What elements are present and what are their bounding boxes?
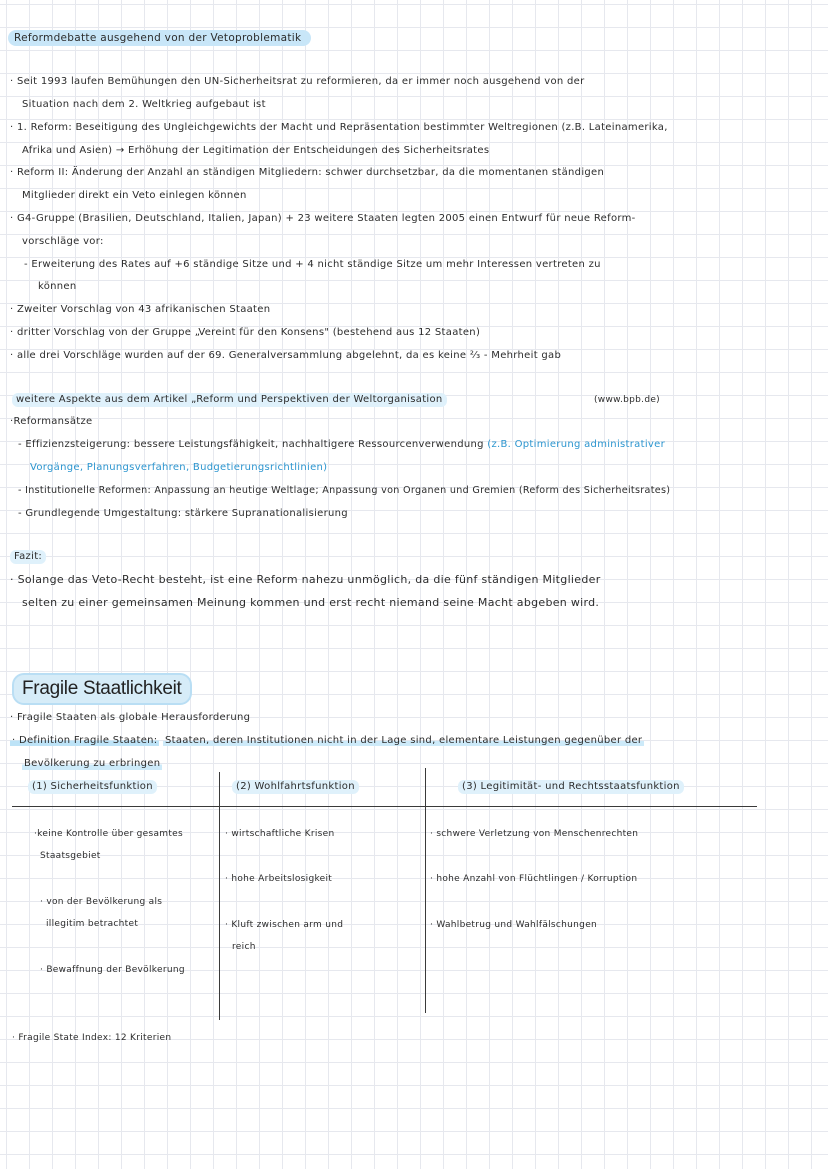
reform-line-4: Afrika und Asien) → Erhöhung der Legitimation der Entscheidungen des Sicherheitsrates xyxy=(22,145,490,156)
table-divider-1 xyxy=(219,772,220,1020)
legitimacy-item-human-rights: · schwere Verletzung von Menschenrechten xyxy=(430,829,639,839)
reform-line-3: · 1. Reform: Beseitigung des Ungleichgewichts der Macht und Repräsentation bestimmter Weltregionen (z.B. Lateinamerika, xyxy=(10,122,668,133)
fragile-definition xyxy=(10,735,644,747)
welfare-item-unemployment: · hohe Arbeitslosigkeit xyxy=(225,874,333,884)
aspects-title: weitere Aspekte aus dem Artikel „Reform und Perspektiven der Weltorganisation xyxy=(12,393,447,407)
reform-line-5: · Reform II: Änderung der Anzahl an ständigen Mitgliedern: schwer durchsetzbar, da die momentanen ständigen xyxy=(10,167,605,178)
aspects-restructuring: - Grundlegende Umgestaltung: stärkere Supranationalisierung xyxy=(18,508,348,519)
reform-line-11: · Zweiter Vorschlag von 43 afrikanischen Staaten xyxy=(10,304,271,315)
security-item-illegitimate: · von der Bevölkerung als xyxy=(40,897,163,907)
table-header-rule xyxy=(12,806,757,807)
welfare-item-gap: · Kluft zwischen arm und xyxy=(225,920,344,930)
reform-line-13: · alle drei Vorschläge wurden auf der 69. Generalversammlung abgelehnt, da es keine ²⁄₃ - Mehrheit gab xyxy=(10,350,562,361)
fragile-title: Fragile Staatlichkeit xyxy=(12,673,192,705)
fragile-state-index: · Fragile State Index: 12 Kriterien xyxy=(12,1033,172,1043)
fazit-line-2: selten zu einer gemeinsamen Meinung kommen und erst recht niemand seine Macht abgeben wird. xyxy=(22,596,600,609)
security-item-illegitimate-2: illegitim betrachtet xyxy=(46,919,139,929)
aspects-subtitle: ·Reformansätze xyxy=(10,416,93,427)
fazit-label: Fazit: xyxy=(10,550,46,564)
aspects-efficiency-example: (z.B. Optimierung administrativer xyxy=(487,439,665,450)
aspects-source: (www.bpb.de) xyxy=(594,395,660,405)
fragile-line-1: · Fragile Staaten als globale Herausforderung xyxy=(10,712,251,723)
legitimacy-item-election-fraud: · Wahlbetrug und Wahlfälschungen xyxy=(430,920,598,930)
section-title-reform: Reformdebatte ausgehend von der Vetoproblematik xyxy=(8,30,311,46)
reform-line-8: vorschläge vor: xyxy=(22,236,104,247)
legitimacy-item-refugees: · hohe Anzahl von Flüchtlingen / Korruption xyxy=(430,874,638,884)
col1-heading: (1) Sicherheitsfunktion xyxy=(28,780,157,794)
aspects-efficiency-main: - Effizienzsteigerung: bessere Leistungsfähigkeit, nachhaltigere Ressourcenverwendung xyxy=(18,439,484,450)
fazit-line-1: · Solange das Veto-Recht besteht, ist eine Reform nahezu unmöglich, da die fünf ständigen Mitglieder xyxy=(10,573,601,586)
reform-line-7: · G4-Gruppe (Brasilien, Deutschland, Italien, Japan) + 23 weitere Staaten legten 2005 einen Entwurf für neue Reform- xyxy=(10,213,636,224)
col2-heading: (2) Wohlfahrtsfunktion xyxy=(232,780,359,794)
welfare-item-gap-2: reich xyxy=(232,942,256,952)
fragile-definition-text-2: Bevölkerung zu erbringen xyxy=(24,758,161,769)
reform-line-12: · dritter Vorschlag von der Gruppe „Vereint für den Konsens" (bestehend aus 12 Staaten) xyxy=(10,327,481,338)
security-item-armament: · Bewaffnung der Bevölkerung xyxy=(40,965,185,975)
col3-heading: (3) Legitimität- und Rechtsstaatsfunktion xyxy=(458,780,684,794)
fragile-definition-label: · Definition Fragile Staaten: xyxy=(12,735,158,746)
aspects-efficiency xyxy=(18,439,665,451)
reform-line-1: · Seit 1993 laufen Bemühungen den UN-Sicherheitsrat zu reformieren, da er immer noch ausgehend von der xyxy=(10,76,585,87)
aspects-efficiency-example-2: Vorgänge, Planungsverfahren, Budgetierungsrichtlinien) xyxy=(30,462,328,473)
fragile-definition-text: Staaten, deren Institutionen nicht in der Lage sind, elementare Leistungen gegenüber der xyxy=(164,735,643,746)
reform-line-9: - Erweiterung des Rates auf +6 ständige Sitze und + 4 nicht ständige Sitze um mehr Interessen vertreten zu xyxy=(24,259,601,270)
table-divider-2 xyxy=(425,768,426,1013)
security-item-control-2: Staatsgebiet xyxy=(40,851,101,861)
reform-line-2: Situation nach dem 2. Weltkrieg aufgebaut ist xyxy=(22,99,266,110)
security-item-control: ·keine Kontrolle über gesamtes xyxy=(34,829,183,839)
reform-line-10: können xyxy=(38,281,77,292)
reform-line-6: Mitglieder direkt ein Veto einlegen können xyxy=(22,190,247,201)
welfare-item-crises: · wirtschaftliche Krisen xyxy=(225,829,335,839)
aspects-institutional: - Institutionelle Reformen: Anpassung an heutige Weltlage; Anpassung von Organen und Gremien (Reform des Sicherheitsrates) xyxy=(18,485,671,496)
